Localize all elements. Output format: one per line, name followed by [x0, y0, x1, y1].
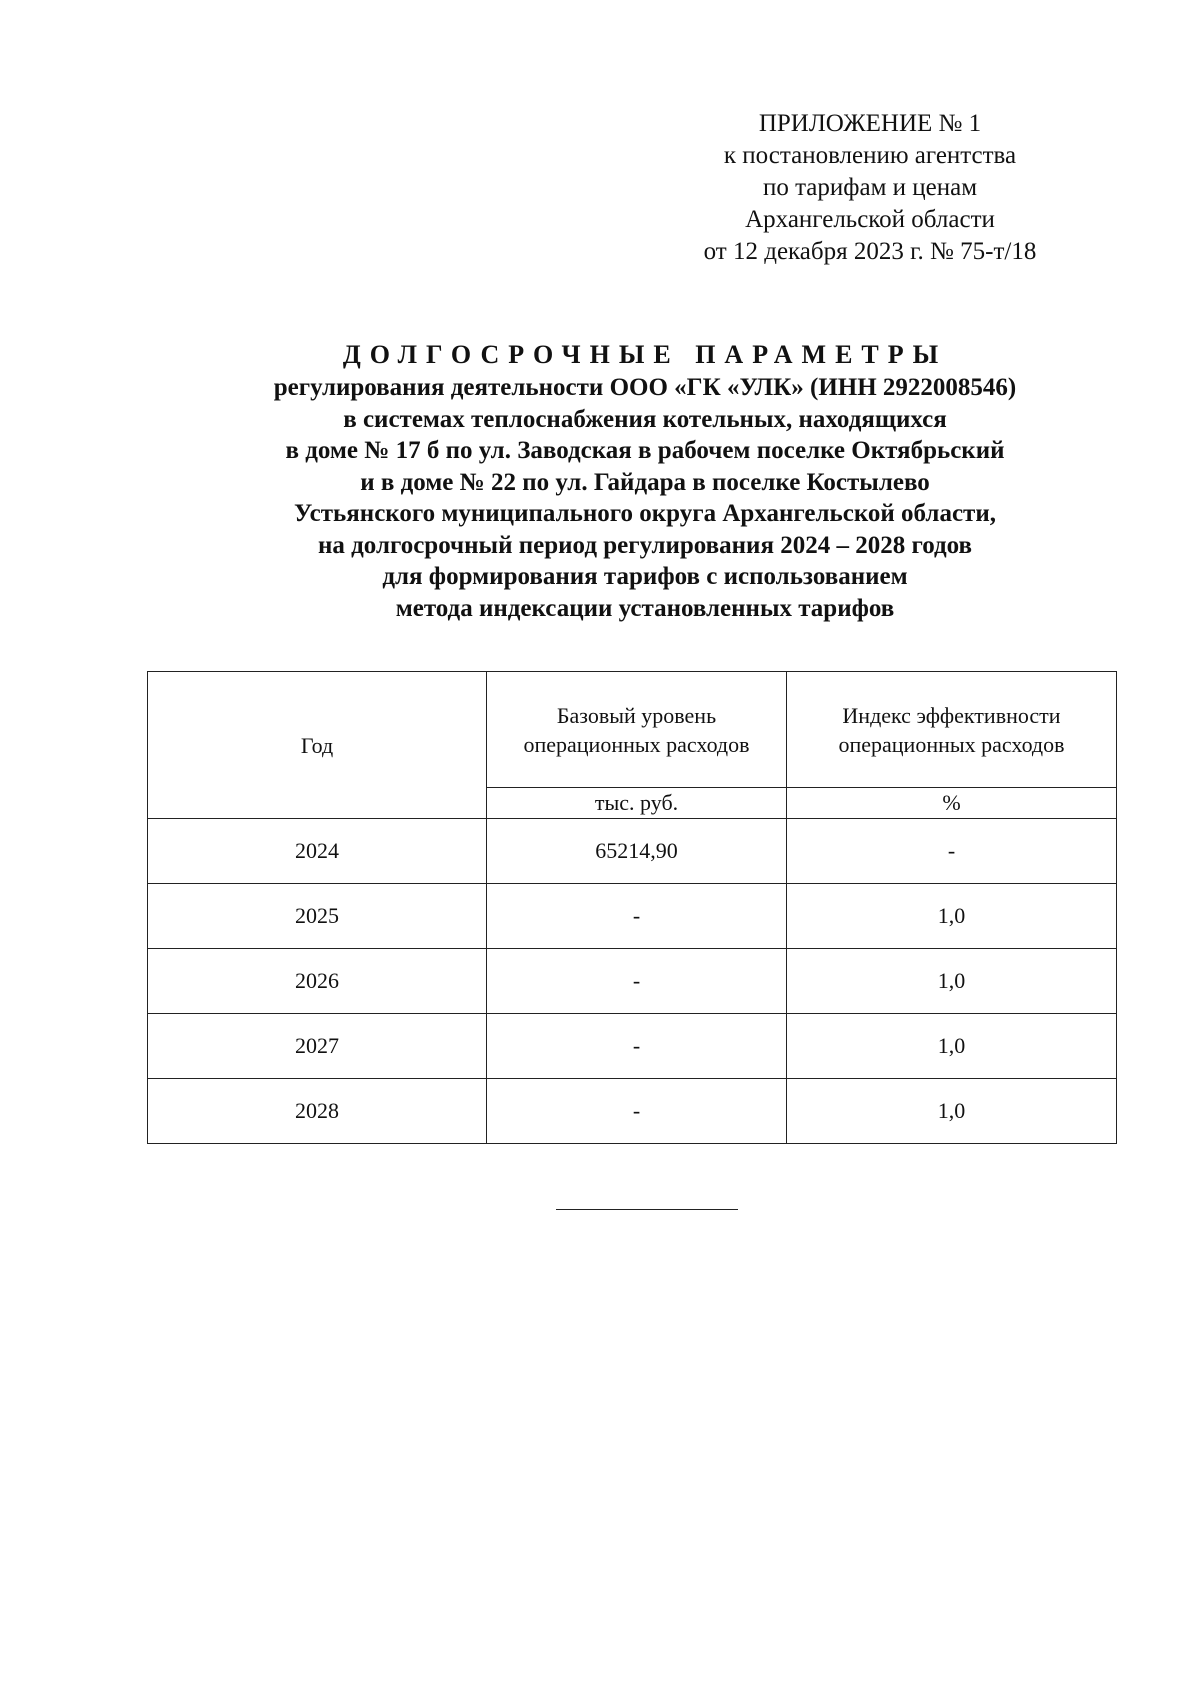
table-row [148, 884, 1117, 949]
cell-year: 2028 [148, 1079, 487, 1144]
cell-index: 1,0 [787, 949, 1117, 1014]
header-efficiency-index [787, 672, 1117, 788]
parameters-table [147, 671, 1117, 1144]
unit-base: тыс. руб. [487, 788, 787, 819]
cell-index: 1,0 [787, 1079, 1117, 1144]
unit-index: % [787, 788, 1117, 819]
title-line: на долгосрочный период регулирования 2024 – 2028 годов [317, 531, 973, 559]
appendix-header [660, 108, 1080, 268]
header-year: Год [148, 672, 487, 819]
cell-base: 65214,90 [487, 819, 787, 884]
appendix-line: по тарифам и ценам [762, 174, 978, 201]
cell-year: 2027 [148, 1014, 487, 1079]
title-line: в доме № 17 б по ул. Заводская в рабочем поселке Октябрьский [285, 437, 1005, 464]
cell-base: - [487, 949, 787, 1014]
cell-base: - [487, 884, 787, 949]
title-line: для формирования тарифов с использованием [382, 563, 908, 590]
cell-year: 2025 [148, 884, 487, 949]
table-header-row [148, 672, 1117, 788]
table-row [148, 949, 1117, 1014]
table-row [148, 819, 1117, 884]
cell-base: - [487, 1079, 787, 1144]
cell-index: 1,0 [787, 1014, 1117, 1079]
title-line: в системах теплоснабжения котельных, находящихся [343, 405, 947, 433]
cell-index: - [787, 819, 1117, 884]
cell-year: 2024 [148, 819, 487, 884]
table-row [148, 1079, 1117, 1144]
header-base-line: операционных расходов [523, 731, 750, 757]
document-title [150, 338, 1140, 624]
cell-base: - [487, 1014, 787, 1079]
title-heading: ДОЛГОСРОЧНЫЕ ПАРАМЕТРЫ [342, 340, 948, 369]
table-row [148, 1014, 1117, 1079]
appendix-number: ПРИЛОЖЕНИЕ № 1 [758, 110, 982, 137]
title-line: Устьянского муниципального округа Архангельской области, [294, 500, 996, 527]
title-line: и в доме № 22 по ул. Гайдара в поселке Костылево [360, 468, 930, 496]
title-line: метода индексации установленных тарифов [395, 594, 895, 622]
header-index-line: операционных расходов [838, 731, 1065, 757]
cell-index: 1,0 [787, 884, 1117, 949]
header-index-line: Индекс эффективности [842, 702, 1061, 728]
appendix-date: от 12 декабря 2023 г. № 75-т/18 [703, 238, 1037, 265]
title-line: регулирования деятельности ООО «ГК «УЛК» (ИНН 2922008546) [273, 374, 1017, 401]
appendix-line: к постановлению агентства [723, 142, 1017, 169]
closing-divider [556, 1209, 738, 1210]
header-base-line: Базовый уровень [556, 702, 717, 728]
cell-year: 2026 [148, 949, 487, 1014]
appendix-line: Архангельской области [745, 206, 995, 233]
header-base-level [487, 672, 787, 788]
